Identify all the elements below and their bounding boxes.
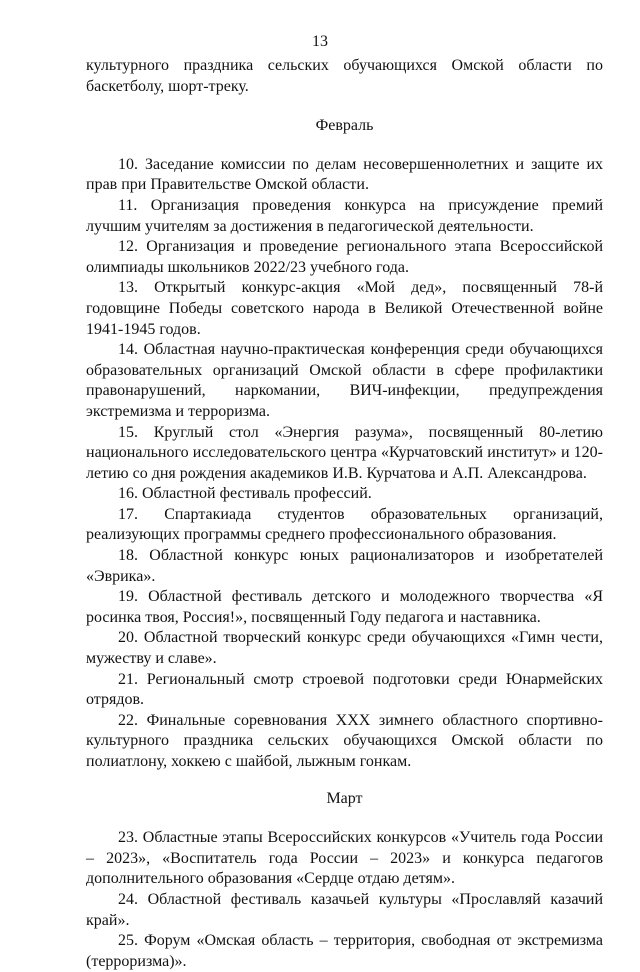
- list-item-25: 25. Форум «Омская область – территория, свободная от экстремизма (терроризма)».: [86, 932, 603, 970]
- document-body: [86, 56, 603, 972]
- list-item-19: 19. Областной фестиваль детского и молодежного творчества «Я росинка твоя, Россия!», посвященный Году педагога и наставника.: [86, 588, 603, 626]
- month-heading-march: Март: [326, 789, 363, 807]
- list-item-20: 20. Областной творческий конкурс среди обучающихся «Гимн чести, мужеству и славе».: [86, 629, 603, 668]
- list-item-24: 24. Областной фестиваль казачьей культуры «Прославляй казачий край».: [86, 890, 603, 929]
- list-item-22: 22. Финальные соревнования XXX зимнего областного спортивно-культурного праздника сельских обучающихся Омской области по полиатлону, хоккею с шайбой, лыжным гонкам.: [86, 711, 603, 770]
- list-item-11: 11. Организация проведения конкурса на присуждение премий лучшим учителям за достижения в педагогической деятельности.: [86, 196, 603, 235]
- page-number: 13: [312, 33, 328, 50]
- list-item-14: 14. Областная научно-практическая конференция среди обучающихся образовательных организаций Омской области в сфере профилактики правонарушений, наркомании, ВИЧ-инфекции, предупреждения экстремизма и терроризма.: [86, 341, 603, 420]
- intro-paragraph: культурного праздника сельских обучающихся Омской области по баскетболу, шорт-треку.: [86, 57, 603, 95]
- list-item-18: 18. Областной конкурс юных рационализаторов и изобретателей «Эврика».: [86, 547, 603, 585]
- list-item-12: 12. Организация и проведение регионального этапа Всероссийской олимпиады школьников 2022/23 учебного года.: [86, 238, 603, 276]
- list-item-23: 23. Областные этапы Всероссийских конкурсов «Учитель года России – 2023», «Воспитатель года России – 2023» и конкурса педагогов дополнительного образования «Сердце отдаю детям».: [86, 829, 603, 888]
- month-heading-february: Февраль: [315, 117, 374, 135]
- list-item-10: 10. Заседание комиссии по делам несовершеннолетних и защите их прав при Правительстве Омской области.: [86, 155, 603, 194]
- list-item-15: 15. Круглый стол «Энергия разума», посвященный 80-летию национального исследовательского центра «Курчатовский институт» и 120-летию со дня рождения академиков И.В. Курчатова и А.П. Александрова.: [86, 423, 603, 482]
- section-february: [86, 116, 603, 772]
- list-item-17: 17. Спартакиада студентов образовательных организаций, реализующих программы среднего профессионального образования.: [86, 505, 603, 544]
- list-item-16: 16. Областной фестиваль профессий.: [118, 485, 372, 503]
- list-item-13: 13. Открытый конкурс-акция «Мой дед», посвященный 78-й годовщине Победы советского народа в Великой Отечественной войне 1941-1945 годов.: [86, 279, 603, 338]
- list-item-21: 21. Региональный смотр строевой подготовки среди Юнармейских отрядов.: [86, 670, 603, 709]
- section-march: [86, 789, 603, 972]
